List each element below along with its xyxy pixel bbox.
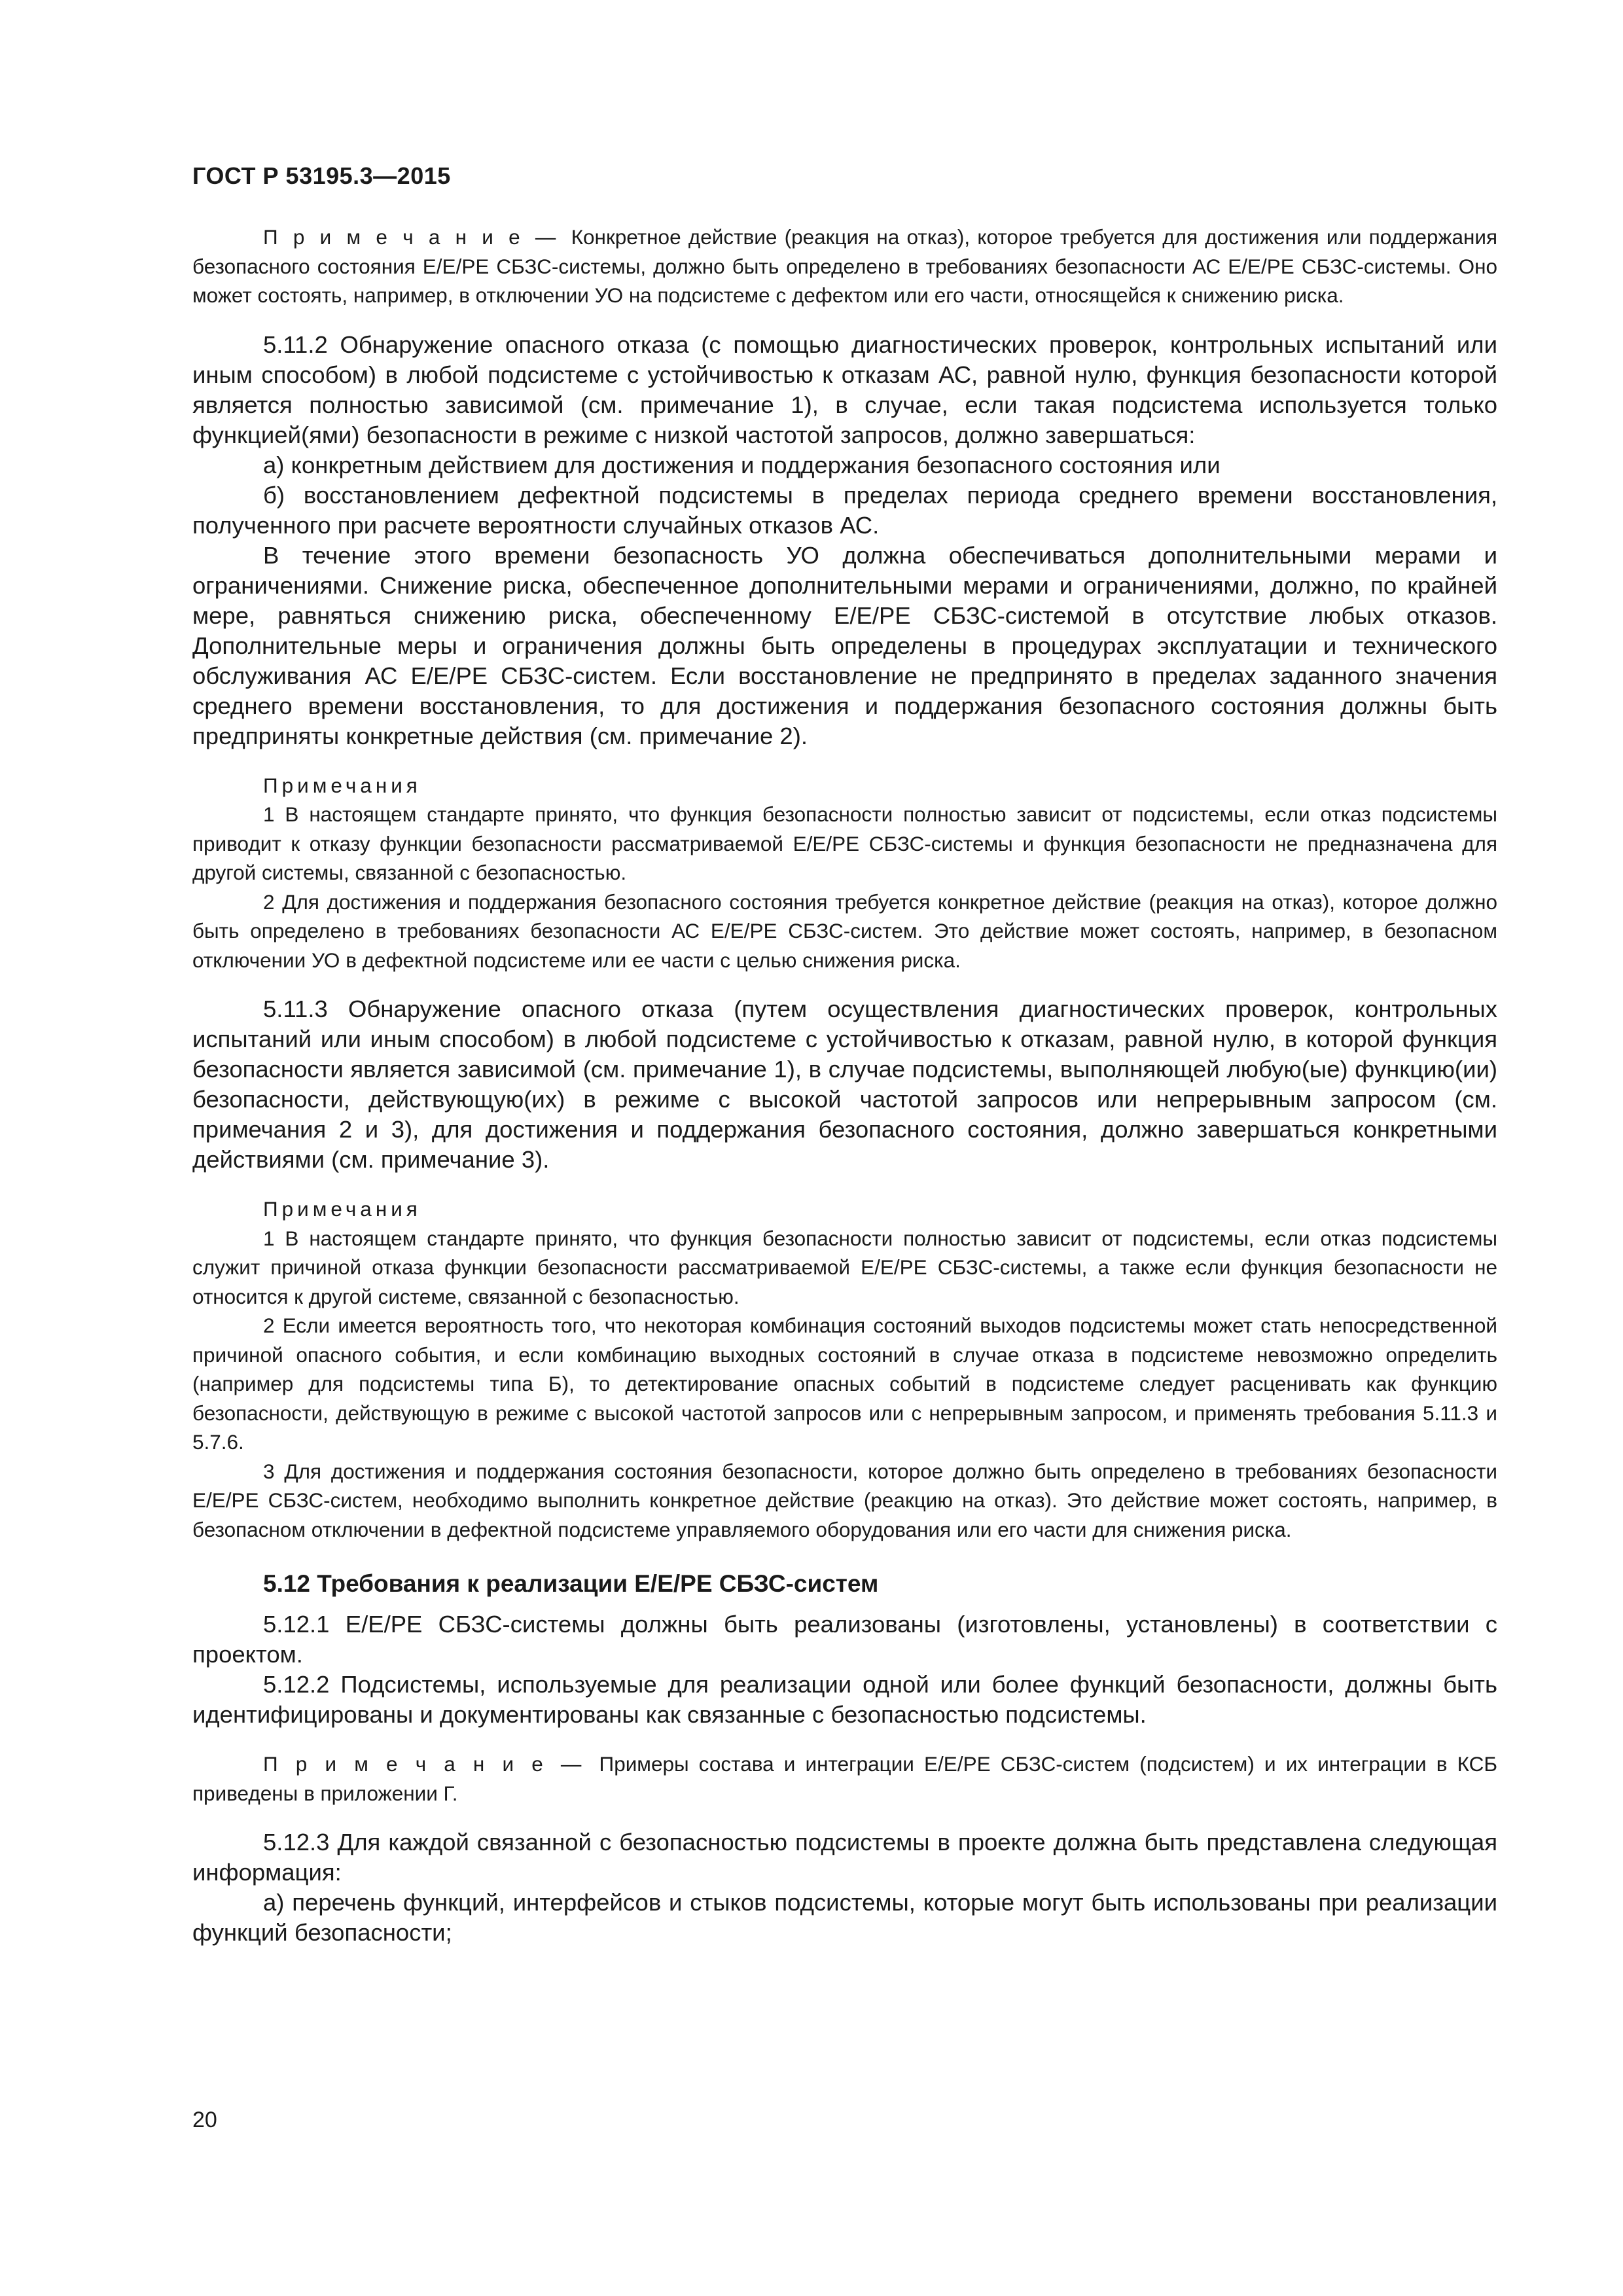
list-item-a: а) перечень функций, интерфейсов и стыков подсистемы, которые могут быть использованы при реализации функций безопасности; [192, 1889, 1497, 1946]
document-code: ГОСТ Р 53195.3—2015 [192, 162, 451, 189]
note-label: П р и м е ч а н и е — [263, 1752, 599, 1776]
note-paragraph [192, 1749, 1497, 1808]
notes-title: Примечания [263, 1197, 421, 1221]
clause-5-11-2: 5.11.2 Обнаружение опасного отказа (с помощью диагностических проверок, контрольных испытаний или иным способом) в любой подсистеме с устойчивостью к отказам АС, равной нулю, функция безопасности которой является полностью зависимой (см. примечание 1), в случае, если такая подсистема используется только функцией(ями) безопасности в режиме с низкой частотой запросов, должно завершаться: [192, 331, 1497, 448]
note-item-1: 1 В настоящем стандарте принято, что функция безопасности полностью зависит от подсистемы, если отказ подсистемы служит причиной отказа функции безопасности рассматриваемой E/E/PE СБЗС-системы, а также если функция безопасности не относится к другой системе, связанной с безопасностью. [192, 1226, 1497, 1308]
page-number: 20 [192, 2108, 217, 2132]
notes-title: Примечания [263, 773, 421, 797]
note-text: Примеры состава и интеграции E/E/PE СБЗС-систем (подсистем) и их интеграции в КСБ приведены в приложении Г. [192, 1752, 1497, 1805]
note-paragraph [192, 223, 1497, 310]
list-item-b: б) восстановлением дефектной подсистемы в пределах периода среднего времени восстановления, полученного при расчете вероятности случайных отказов АС. [192, 481, 1497, 539]
clause-5-11-3: 5.11.3 Обнаружение опасного отказа (путем осуществления диагностических проверок, контрольных испытаний или иным способом) в любой подсистеме с устойчивостью к отказам, равной нулю, в которой функция безопасности является зависимой (см. примечание 1), в случае подсистемы, выполняющей любую(ые) функцию(ии) безопасности, действующую(их) в режиме с высокой частотой запросов или непрерывным запросом (см. примечания 2 и 3), для достижения и поддержания безопасного состояния, должно завершаться конкретными действиями (см. примечание 3). [192, 996, 1497, 1173]
list-item-a: а) конкретным действием для достижения и поддержания безопасного состояния или [263, 451, 1221, 478]
clause-5-12-2: 5.12.2 Подсистемы, используемые для реализации одной или более функций безопасности, должны быть идентифицированы и документированы как связанные с безопасностью подсистемы. [192, 1671, 1497, 1728]
note-item-2: 2 Если имеется вероятность того, что некоторая комбинация состояний выходов подсистемы может стать непосредственной причиной опасного события, и если комбинацию выходных состояний в случае отказа в подсистеме невозможно определить (например для подсистемы типа Б), то детектирование опасных событий в подсистеме следует расценивать как функцию безопасности, действующую в режиме с высокой частотой запросов или с непрерывным запросом, и применять требования 5.11.3 и 5.7.6. [192, 1314, 1497, 1454]
section-heading-5-12: 5.12 Требования к реализации E/E/PE СБЗС-систем [263, 1570, 879, 1597]
clause-5-12-1: 5.12.1 E/E/PE СБЗС-системы должны быть реализованы (изготовлены, установлены) в соответствии с проектом. [192, 1611, 1497, 1668]
note-item-3: 3 Для достижения и поддержания состояния безопасности, которое должно быть определено в требованиях безопасности E/E/PE СБЗС-систем, необходимо выполнить конкретное действие (реакцию на отказ). Это действие может состоять, например, в безопасном отключении в дефектной подсистеме управляемого оборудования или его части для снижения риска. [192, 1459, 1497, 1541]
clause-5-12-3: 5.12.3 Для каждой связанной с безопасностью подсистемы в проекте должна быть представлена следующая информация: [192, 1829, 1497, 1886]
note-item-2: 2 Для достижения и поддержания безопасного состояния требуется конкретное действие (реакция на отказ), которое должно быть определено в требованиях безопасности АС E/E/PE СБЗС-систем. Это действие может состоять, например, в безопасном отключении УО в дефектной подсистеме или ее части с целью снижения риска. [192, 889, 1497, 972]
body-paragraph: В течение этого времени безопасность УО должна обеспечиваться дополнительными мерами и ограничениями. Снижение риска, обеспеченное дополнительными мерами и ограничениями, должно, по крайней мере, равняться снижению риска, обеспеченному E/E/PE СБЗС-системой в отсутствие любых отказов. Дополнительные меры и ограничения должны быть определены в процедурах эксплуатации и технического обслуживания АС E/E/PE СБЗС-систем. Если восстановление не предпринято в пределах заданного значения среднего времени восстановления, то для достижения и поддержания безопасного состояния должны быть предприняты конкретные действия (см. примечание 2). [192, 541, 1497, 749]
page-content [192, 223, 1497, 1948]
note-label: П р и м е ч а н и е — [263, 225, 571, 249]
note-item-1: 1 В настоящем стандарте принято, что функция безопасности полностью зависит от подсистемы, если отказ подсистемы приводит к отказу функции безопасности рассматриваемой E/E/PE СБЗС-системы и функция безопасности не предназначена для другой системы, связанной с безопасностью. [192, 802, 1497, 884]
note-text: Конкретное действие (реакция на отказ), которое требуется для достижения или поддержания безопасного состояния E/E/PE СБЗС-системы, должно быть определено в требованиях безопасности АС E/E/PE СБЗС-системы. Оно может состоять, например, в отключении УО на подсистеме с дефектом или его части, относящейся к снижению риска. [192, 225, 1498, 307]
